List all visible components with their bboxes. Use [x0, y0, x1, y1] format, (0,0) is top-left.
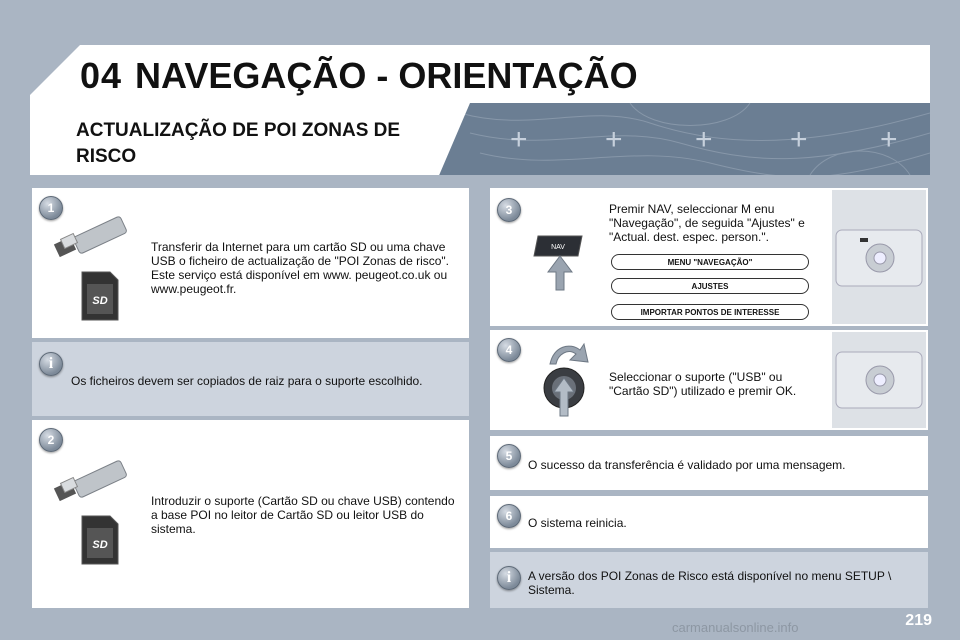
svg-text:SD: SD — [92, 539, 108, 551]
svg-text:SD: SD — [92, 295, 108, 307]
radio-unit-icon — [832, 190, 926, 324]
step-1-badge: 1 — [39, 196, 63, 220]
plus-decoration-icon: + — [790, 123, 808, 156]
step-2-text: Introduzir o suporte (Cartão SD ou chave USB) contendo a base POI no leitor de Cartão SD ou leitor USB do sistema. — [151, 494, 455, 536]
page-number: 219 — [905, 612, 932, 629]
plus-decoration-icon: + — [510, 123, 528, 156]
rotary-dial-icon — [540, 336, 600, 420]
nav-key-label: NAV — [551, 244, 565, 251]
info-2-text: A versão dos POI Zonas de Risco está disponível no menu SETUP \ Sistema. — [528, 569, 892, 597]
usb-key-icon — [52, 456, 132, 508]
sd-card-icon — [80, 514, 120, 566]
step-4-text: Seleccionar o suporte ("USB" ou "Cartão SD") utilizado e premir OK. — [609, 370, 797, 398]
nav-key-icon — [532, 232, 588, 292]
plus-decoration-icon: + — [880, 123, 898, 156]
ajustes-item: AJUSTES — [611, 278, 809, 294]
chapter-title: NAVEGAÇÃO - ORIENTAÇÃO — [135, 55, 638, 96]
menu-navegacao-item: MENU "NAVEGAÇÃO" — [611, 254, 809, 270]
section-title: ACTUALIZAÇÃO DE POI ZONAS DE RISCO — [76, 120, 401, 167]
plus-decoration-icon: + — [605, 123, 623, 156]
step-6-badge: 6 — [497, 504, 521, 528]
step-3-badge: 3 — [497, 198, 521, 222]
step-1-text: Transferir da Internet para um cartão SD ou uma chave USB o ficheiro de actualização de "POI Zonas de risco". Este serviço está disponível em www. peugeot.co.uk ou www.peugeot.fr. — [151, 240, 450, 296]
info-1-text: Os ficheiros devem ser copiados de raiz para o suporte escolhido. — [71, 374, 423, 388]
watermark: carmanualsonline.info — [672, 620, 799, 635]
importar-poi-item: IMPORTAR PONTOS DE INTERESSE — [611, 304, 809, 320]
radio-unit-thumbnail — [832, 332, 926, 428]
step-2-badge: 2 — [39, 428, 63, 452]
radio-unit-icon — [832, 332, 926, 428]
chapter-number: 04 — [80, 55, 123, 96]
step-5-badge: 5 — [497, 444, 521, 468]
step-4-badge: 4 — [497, 338, 521, 362]
usb-key-icon — [52, 212, 132, 264]
info-icon: i — [39, 352, 63, 376]
step-6-text: O sistema reinicia. — [528, 516, 627, 530]
plus-decoration-icon: + — [695, 123, 713, 156]
info-icon: i — [497, 566, 521, 590]
step-5-text: O sucesso da transferência é validado por uma mensagem. — [528, 458, 846, 472]
sd-card-icon — [80, 270, 120, 322]
radio-unit-thumbnail — [832, 190, 926, 324]
step-3-text: Premir NAV, seleccionar M enu "Navegação", de seguida "Ajustes" e "Actual. dest. espec. person.". — [609, 202, 805, 244]
